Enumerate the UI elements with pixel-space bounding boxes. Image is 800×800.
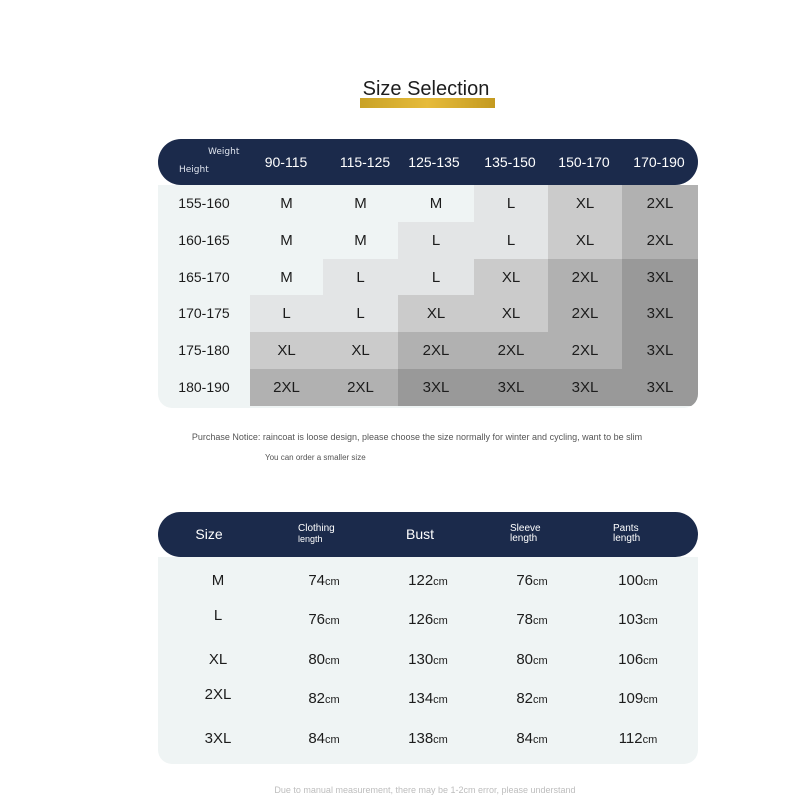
sleeve-length-header: [510, 524, 541, 544]
measurement-unit: cm: [433, 734, 448, 746]
size-label: L: [213, 607, 223, 624]
size-label: 2XL: [204, 686, 232, 703]
size-cell: L: [250, 295, 323, 332]
size-cell: 2XL: [622, 222, 698, 259]
weight-range-header: 90-115: [264, 154, 308, 170]
measurement-value: 112: [618, 730, 643, 747]
size-cell: XL: [548, 222, 622, 259]
size-cell: 2XL: [548, 295, 622, 332]
bust-measurement: [388, 608, 468, 632]
size-cell: XL: [548, 185, 622, 222]
sleeve-measurement: [492, 687, 572, 711]
size-cell: L: [474, 185, 548, 222]
size-chart-grid: [158, 185, 698, 408]
clothing-length-header: [298, 524, 335, 544]
size-cell: M: [250, 222, 323, 259]
weight-range-header: 115-125: [339, 154, 391, 170]
measurement-footnote: Due to manual measurement, there may be 1-2cm error, please understand: [274, 785, 576, 795]
size-cell: 3XL: [622, 369, 698, 406]
size-column-header: Size: [195, 526, 223, 542]
size-cell: XL: [250, 332, 323, 369]
pants-length-header: [613, 524, 640, 544]
measurement-value: 106: [618, 651, 644, 668]
sleeve-measurement: [492, 569, 572, 593]
size-cell: 3XL: [548, 369, 622, 406]
height-range-label: 155-160: [178, 195, 230, 211]
size-cell: XL: [398, 295, 474, 332]
measurement-unit: cm: [533, 576, 548, 588]
measurement-value: 100: [618, 572, 644, 589]
size-cell: 2XL: [250, 369, 323, 406]
measurement-table-header: [158, 512, 698, 557]
height-range-label: 170-175: [178, 305, 230, 322]
size-cell: M: [250, 259, 323, 296]
measurement-unit: cm: [433, 615, 448, 627]
size-label: M: [211, 572, 225, 589]
sleeve-measurement: [492, 727, 572, 751]
height-range-label: 180-190: [178, 379, 230, 395]
pants-measurement: [598, 727, 678, 751]
size-cell: 2XL: [548, 259, 622, 296]
size-cell: M: [323, 185, 398, 222]
measurement-value: 130: [408, 651, 434, 668]
measurement-unit: cm: [325, 694, 340, 706]
purchase-notice-continued: You can order a smaller size: [265, 453, 366, 462]
sleeve-length-header-line1: Sleeve: [510, 523, 541, 534]
measurement-value: 109: [618, 690, 644, 707]
size-cell: M: [323, 222, 398, 259]
measurement-value: 138: [408, 730, 434, 747]
measurement-unit: cm: [642, 734, 658, 746]
pants-length-header-line1: Pants: [613, 523, 639, 534]
measurement-unit: cm: [325, 615, 340, 627]
measurement-value: 84: [516, 730, 533, 747]
clothing-length-header-line2: length: [298, 534, 323, 544]
measurement-value: 122: [408, 572, 434, 589]
size-cell: 2XL: [622, 185, 698, 222]
measurement-unit: cm: [533, 734, 548, 746]
size-label: XL: [208, 651, 228, 668]
measurement-unit: cm: [533, 694, 548, 706]
measurement-unit: cm: [533, 655, 548, 667]
size-cell: XL: [323, 332, 398, 369]
measurement-unit: cm: [643, 615, 658, 627]
measurement-value: 80: [516, 651, 533, 668]
measurement-unit: cm: [433, 576, 448, 588]
measurement-value: 76: [308, 611, 325, 628]
size-cell: 2XL: [548, 332, 622, 369]
measurement-value: 84: [308, 730, 325, 747]
clothing-measurement: [284, 648, 364, 672]
weight-range-header: 135-150: [484, 154, 536, 170]
size-cell: 3XL: [622, 332, 698, 369]
size-cell: 2XL: [398, 332, 474, 369]
clothing-measurement: [284, 727, 364, 751]
size-label: 3XL: [204, 730, 232, 747]
clothing-measurement: [284, 608, 364, 632]
size-cell: L: [323, 295, 398, 332]
bust-column-header: Bust: [405, 526, 434, 542]
size-cell: 2XL: [323, 369, 398, 406]
purchase-notice: Purchase Notice: raincoat is loose design, please choose the size normally for winter and cycling, want to be slim: [191, 432, 643, 442]
weight-header-label: Weight: [208, 147, 240, 157]
clothing-measurement: [284, 569, 364, 593]
measurement-unit: cm: [433, 655, 448, 667]
size-cell: 3XL: [474, 369, 548, 406]
measurement-unit: cm: [643, 694, 658, 706]
measurement-value: 82: [308, 690, 325, 707]
title-container: [0, 78, 800, 101]
weight-range-header: 170-190: [633, 154, 685, 170]
measurement-unit: cm: [643, 655, 658, 667]
page-title: Size Selection: [362, 78, 490, 100]
weight-range-header: 150-170: [558, 154, 610, 170]
weight-range-header: 125-135: [408, 154, 460, 170]
measurement-unit: cm: [643, 576, 658, 588]
size-cell: L: [323, 259, 398, 296]
measurement-value: 76: [516, 572, 533, 589]
measurement-value: 134: [408, 690, 434, 707]
measurement-value: 74: [308, 572, 325, 589]
size-cell: L: [398, 259, 474, 296]
pants-measurement: [598, 608, 678, 632]
height-range-label: 175-180: [178, 342, 230, 359]
measurement-unit: cm: [325, 576, 340, 588]
height-range-label: 160-165: [178, 231, 230, 248]
clothing-measurement: [284, 687, 364, 711]
size-cell: L: [398, 222, 474, 259]
measurement-unit: cm: [325, 655, 340, 667]
size-cell: 3XL: [622, 259, 698, 296]
measurement-value: 82: [516, 690, 533, 707]
pants-measurement: [598, 687, 678, 711]
bust-measurement: [388, 648, 468, 672]
sleeve-measurement: [492, 608, 572, 632]
measurement-unit: cm: [433, 694, 448, 706]
bust-measurement: [388, 687, 468, 711]
pants-length-header-line2: length: [613, 533, 641, 544]
size-cell: L: [474, 222, 548, 259]
measurement-unit: cm: [533, 615, 548, 627]
height-header-label: Height: [179, 165, 209, 175]
measurement-value: 78: [516, 611, 533, 628]
bust-measurement: [388, 569, 468, 593]
size-chart-header: [158, 139, 698, 185]
pants-measurement: [598, 569, 678, 593]
size-cell: XL: [474, 259, 548, 296]
height-range-label: 165-170: [178, 268, 230, 285]
clothing-length-header-line1: Clothing: [298, 523, 335, 534]
bust-measurement: [388, 727, 468, 751]
size-cell: 2XL: [474, 332, 548, 369]
size-cell: 3XL: [398, 369, 474, 406]
pants-measurement: [598, 648, 678, 672]
size-cell: M: [250, 185, 323, 222]
measurement-unit: cm: [325, 734, 340, 746]
measurement-table-body: [158, 557, 698, 764]
measurement-value: 80: [308, 651, 325, 668]
sleeve-length-header-line2: length: [510, 533, 538, 544]
measurement-value: 126: [408, 611, 434, 628]
size-cell: 3XL: [622, 295, 698, 332]
size-cell: XL: [474, 295, 548, 332]
size-cell: M: [398, 185, 474, 222]
measurement-value: 103: [618, 611, 644, 628]
sleeve-measurement: [492, 648, 572, 672]
